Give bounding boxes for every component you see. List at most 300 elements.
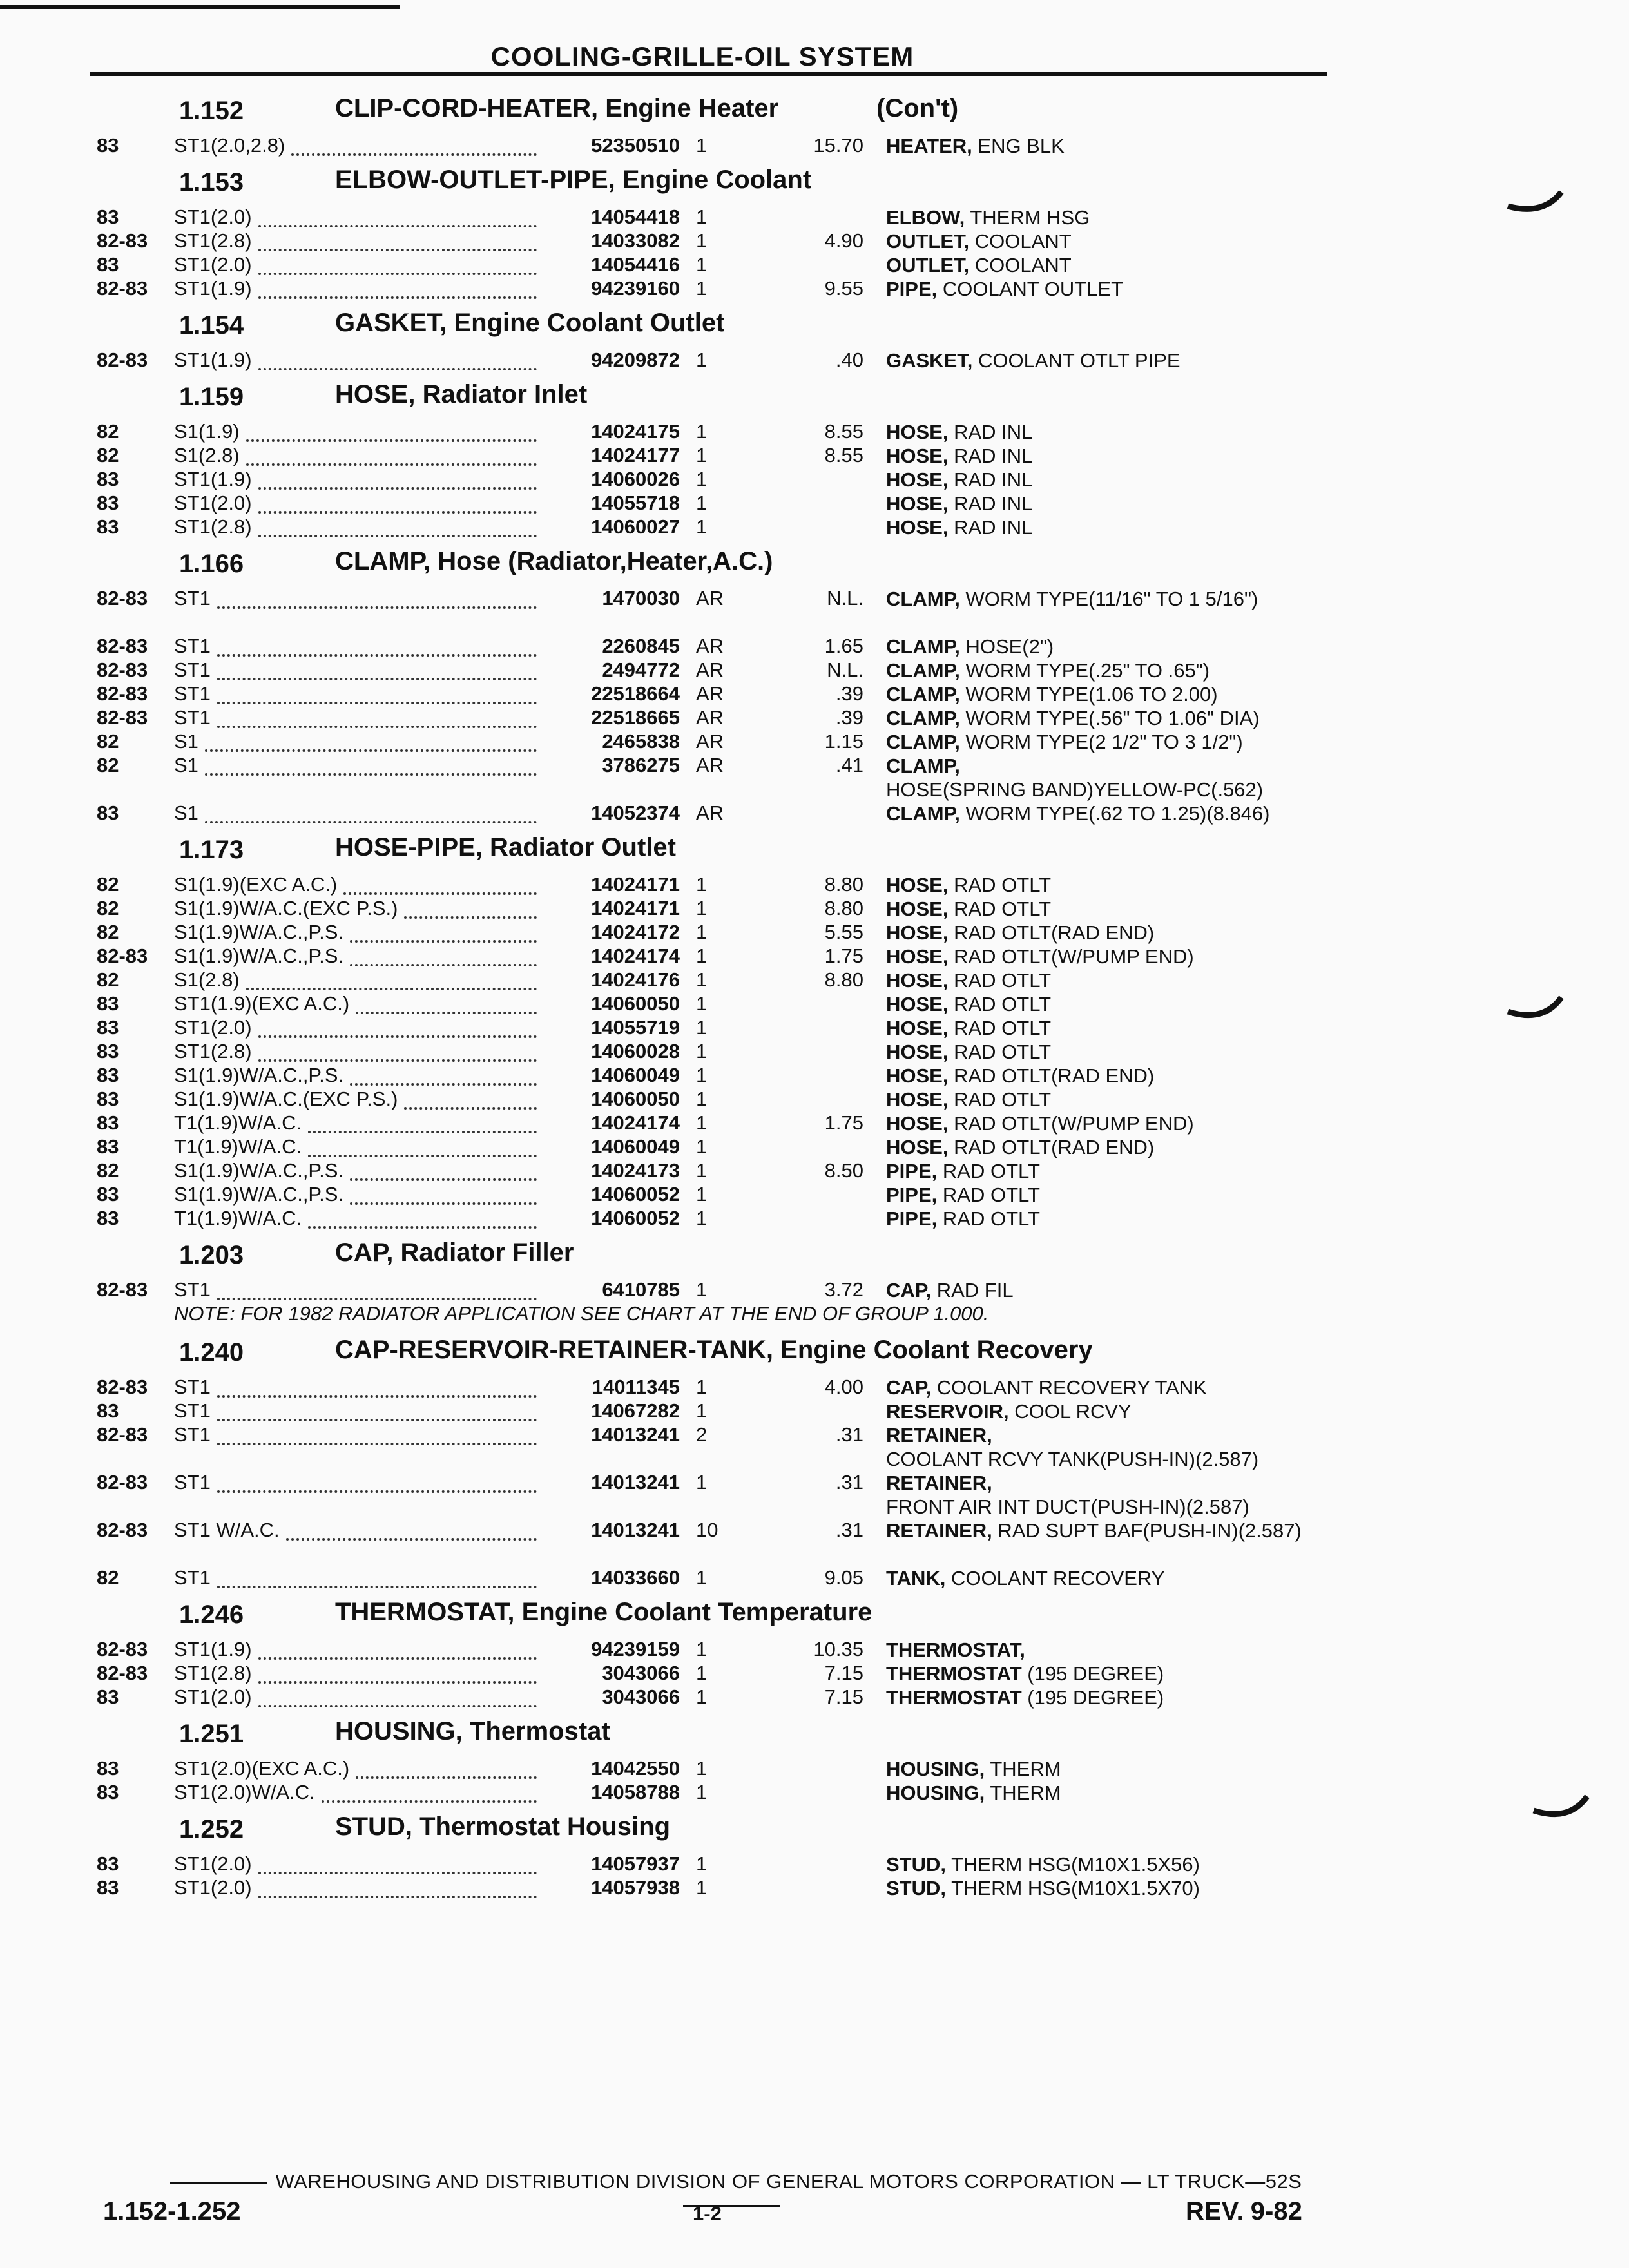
part-row <box>97 1135 1334 1159</box>
description-detail: RAD INL <box>954 516 1033 539</box>
leader-dots <box>217 682 537 704</box>
section-1-252 <box>97 1807 1334 1900</box>
part-row <box>97 492 1334 515</box>
binding-mark-3 <box>1530 1791 1592 1823</box>
price: 1.15 <box>824 730 863 753</box>
quantity: 1 <box>696 1111 708 1134</box>
quantity: 1 <box>696 1471 708 1494</box>
part-row <box>97 730 1334 754</box>
leader-dots <box>258 277 537 299</box>
description-noun: CAP, <box>886 1279 932 1302</box>
model-year: 82-83 <box>97 349 148 371</box>
leader-dots <box>217 1376 537 1398</box>
price: 7.15 <box>824 1686 863 1708</box>
part-number: 2465838 <box>602 730 680 753</box>
leader-dots <box>286 1519 537 1541</box>
part-row <box>97 1111 1334 1135</box>
part-number: 14067282 <box>591 1399 680 1422</box>
model-code: S1(2.8) <box>174 968 240 991</box>
description-noun: CLAMP, <box>886 635 960 658</box>
price: 8.50 <box>824 1159 863 1182</box>
model-code: ST1(1.9) <box>174 349 252 371</box>
model-code: S1(1.9)W/A.C.,P.S. <box>174 1183 344 1206</box>
model-year: 83 <box>97 1781 119 1803</box>
part-number: 14013241 <box>591 1423 680 1446</box>
section-number: 1.159 <box>179 383 244 411</box>
part-row <box>97 349 1334 372</box>
quantity: 1 <box>696 1566 708 1589</box>
part-number: 3786275 <box>602 754 680 776</box>
model-code: ST1 <box>174 1278 211 1301</box>
model-code: ST1 <box>174 1471 211 1494</box>
footer-publisher-text: WAREHOUSING AND DISTRIBUTION DIVISION OF GENERAL MOTORS CORPORATION — LT TRUCK—52S <box>275 2170 1302 2193</box>
part-number: 6410785 <box>602 1278 680 1301</box>
quantity: 1 <box>696 1399 708 1422</box>
model-code: ST1(1.9) <box>174 1638 252 1660</box>
part-row <box>97 921 1334 945</box>
part-number: 14057938 <box>591 1876 680 1899</box>
footer-rule-left <box>170 2182 267 2184</box>
model-year: 83 <box>97 1088 119 1110</box>
quantity: 1 <box>696 1686 708 1708</box>
quantity: 1 <box>696 897 708 919</box>
model-year: 82 <box>97 754 119 776</box>
part-row <box>97 635 1334 658</box>
section-1-159 <box>97 375 1334 539</box>
price: 8.55 <box>824 444 863 466</box>
section-number: 1.153 <box>179 168 244 197</box>
part-row <box>97 1876 1334 1900</box>
model-year: 83 <box>97 206 119 228</box>
part-row <box>97 1278 1334 1302</box>
footer-page-number: 1-2 <box>693 2202 722 2225</box>
part-description <box>886 1040 1337 1064</box>
section-heading <box>97 303 1334 349</box>
description-noun: CLAMP, <box>886 707 960 729</box>
leader-dots <box>404 1088 537 1110</box>
part-number: 94209872 <box>591 349 680 371</box>
part-number: 94239160 <box>591 277 680 300</box>
description-noun: ELBOW, <box>886 206 965 229</box>
price: .31 <box>835 1519 863 1541</box>
description-detail: RAD OTLT <box>954 1088 1052 1111</box>
binding-mark-1 <box>1505 187 1566 216</box>
description-detail: RAD SUPT BAF(PUSH-IN)(2.587) <box>998 1519 1302 1542</box>
description-noun: CLAMP, <box>886 731 960 753</box>
description-noun: PIPE, <box>886 1184 938 1206</box>
description-noun: HOSE, <box>886 1041 949 1063</box>
part-description <box>886 253 1337 277</box>
description-detail: RAD INL <box>954 421 1033 443</box>
section-number: 1.252 <box>179 1815 244 1843</box>
model-code: S1(1.9)W/A.C.(EXC P.S.) <box>174 1088 398 1110</box>
part-number: 22518665 <box>591 706 680 729</box>
quantity: 1 <box>696 1852 708 1875</box>
model-code: ST1 <box>174 1376 211 1398</box>
part-description <box>886 1686 1337 1709</box>
part-number: 14011345 <box>592 1376 680 1398</box>
model-code: S1(2.8) <box>174 444 240 466</box>
part-number: 22518664 <box>591 682 680 705</box>
quantity: AR <box>696 802 724 824</box>
part-number: 14024174 <box>591 945 680 967</box>
part-row <box>97 706 1334 730</box>
price: .39 <box>835 682 863 705</box>
part-description <box>886 515 1337 539</box>
price: 9.55 <box>824 277 863 300</box>
model-year: 83 <box>97 515 119 538</box>
part-description <box>886 1111 1337 1135</box>
part-row <box>97 1519 1334 1566</box>
section-number: 1.152 <box>179 97 244 125</box>
model-code: S1(1.9)W/A.C.,P.S. <box>174 1159 344 1182</box>
section-1-240 <box>97 1331 1334 1590</box>
price: 4.90 <box>824 229 863 252</box>
price: .39 <box>835 706 863 729</box>
price: .31 <box>835 1471 863 1494</box>
description-detail: COOLANT OTLT PIPE <box>978 349 1181 372</box>
description-noun: GASKET, <box>886 349 973 372</box>
part-row <box>97 1064 1334 1088</box>
part-number: 2260845 <box>602 635 680 657</box>
part-description <box>886 754 1337 802</box>
leader-dots <box>217 1566 537 1588</box>
description-noun: PIPE, <box>886 278 938 300</box>
price: 1.75 <box>824 945 863 967</box>
description-noun: PIPE, <box>886 1207 938 1230</box>
leader-dots <box>258 515 537 537</box>
description-noun: HOSE, <box>886 421 949 443</box>
model-year: 82 <box>97 897 119 919</box>
description-detail: WORM TYPE(.62 TO 1.25)(8.846) <box>965 802 1270 825</box>
model-year: 82-83 <box>97 587 148 610</box>
model-code: ST1(2.0) <box>174 1852 252 1875</box>
part-row <box>97 802 1334 825</box>
model-year: 83 <box>97 134 119 157</box>
model-code: S1 <box>174 730 198 753</box>
part-description <box>886 1566 1337 1590</box>
description-noun: HOSE, <box>886 1017 949 1039</box>
model-year: 82 <box>97 420 119 443</box>
part-description <box>886 968 1337 992</box>
part-number: 14060028 <box>591 1040 680 1062</box>
model-year: 82 <box>97 873 119 896</box>
part-number: 14054418 <box>591 206 680 228</box>
part-number: 14024174 <box>591 1111 680 1134</box>
quantity: 1 <box>696 1376 708 1398</box>
part-description <box>886 134 1337 158</box>
part-description <box>886 1471 1337 1519</box>
description-detail: (195 DEGREE) <box>1027 1662 1164 1685</box>
footer-section-range: 1.152-1.252 <box>103 2197 241 2225</box>
model-code: S1(1.9)W/A.C.,P.S. <box>174 945 344 967</box>
quantity: AR <box>696 682 724 705</box>
section-title: THERMOSTAT, Engine Coolant Temperature <box>335 1598 872 1626</box>
description-noun: HOSE, <box>886 969 949 992</box>
part-number: 14013241 <box>591 1519 680 1541</box>
section-1-251 <box>97 1712 1334 1805</box>
part-row <box>97 1662 1334 1686</box>
leader-dots <box>308 1135 537 1157</box>
model-year: 82 <box>97 968 119 991</box>
section-1-246 <box>97 1593 1334 1709</box>
quantity: 1 <box>696 1088 708 1110</box>
model-code: ST1 W/A.C. <box>174 1519 280 1541</box>
model-year: 83 <box>97 1040 119 1062</box>
leader-dots <box>217 635 537 657</box>
leader-dots <box>205 802 537 823</box>
price: 10.35 <box>813 1638 863 1660</box>
quantity: 1 <box>696 515 708 538</box>
leader-dots <box>217 587 537 609</box>
quantity: 1 <box>696 1662 708 1684</box>
model-code: ST1 <box>174 635 211 657</box>
description-detail: WORM TYPE(1.06 TO 2.00) <box>965 683 1218 706</box>
section-title: HOUSING, Thermostat <box>335 1717 610 1745</box>
part-number: 14060052 <box>591 1207 680 1229</box>
model-code: ST1(2.0)W/A.C. <box>174 1781 315 1803</box>
part-row <box>97 515 1334 539</box>
model-year: 83 <box>97 802 119 824</box>
leader-dots <box>322 1781 537 1803</box>
model-code: ST1(2.0) <box>174 1686 252 1708</box>
part-number: 3043066 <box>602 1686 680 1708</box>
model-code: ST1(2.0) <box>174 206 252 228</box>
section-1-173 <box>97 828 1334 1231</box>
part-number: 14024172 <box>591 921 680 943</box>
section-note: NOTE: FOR 1982 RADIATOR APPLICATION SEE CHART AT THE END OF GROUP 1.000. <box>174 1302 989 1325</box>
leader-dots <box>350 921 537 943</box>
part-description <box>886 1064 1337 1088</box>
part-row <box>97 968 1334 992</box>
quantity: AR <box>696 635 724 657</box>
part-description <box>886 682 1337 706</box>
description-detail: COOLANT RCVY TANK(PUSH-IN)(2.587) <box>886 1448 1259 1470</box>
quantity: 1 <box>696 945 708 967</box>
part-description <box>886 1016 1337 1040</box>
description-noun: HOSE, <box>886 945 949 968</box>
model-code: ST1(1.9) <box>174 277 252 300</box>
header-rule <box>90 72 1327 76</box>
section-heading <box>97 1331 1334 1376</box>
description-noun: HOSE, <box>886 492 949 515</box>
part-row <box>97 1207 1334 1231</box>
quantity: AR <box>696 730 724 753</box>
part-description <box>886 277 1337 301</box>
model-year: 82-83 <box>97 1376 148 1398</box>
part-description <box>886 1159 1337 1183</box>
continued-label: (Con't) <box>876 94 959 122</box>
description-noun: HOUSING, <box>886 1782 985 1804</box>
quantity: 1 <box>696 1183 708 1206</box>
description-noun: TANK, <box>886 1567 946 1590</box>
model-year: 83 <box>97 992 119 1015</box>
part-number: 2494772 <box>602 658 680 681</box>
part-row <box>97 444 1334 468</box>
part-description <box>886 658 1337 682</box>
part-description <box>886 1876 1337 1900</box>
part-description <box>886 206 1337 229</box>
part-number: 14060052 <box>591 1183 680 1206</box>
part-description <box>886 1207 1337 1231</box>
quantity: 1 <box>696 1207 708 1229</box>
description-noun: THERMOSTAT <box>886 1662 1022 1685</box>
model-code: ST1 <box>174 1423 211 1446</box>
description-detail: FRONT AIR INT DUCT(PUSH-IN)(2.587) <box>886 1495 1249 1518</box>
part-description <box>886 706 1337 730</box>
description-detail: WORM TYPE(.25" TO .65") <box>965 659 1210 682</box>
part-row <box>97 658 1334 682</box>
description-detail: COOLANT RECOVERY TANK <box>936 1376 1207 1399</box>
description-noun: HOSE, <box>886 1112 949 1135</box>
model-year: 82 <box>97 1159 119 1182</box>
model-year: 83 <box>97 1111 119 1134</box>
description-noun: HOSE, <box>886 516 949 539</box>
model-year: 82-83 <box>97 706 148 729</box>
part-description <box>886 420 1337 444</box>
description-noun: HOSE, <box>886 1088 949 1111</box>
leader-dots <box>258 1638 537 1660</box>
section-number: 1.240 <box>179 1338 244 1367</box>
description-noun: HEATER, <box>886 135 972 157</box>
leader-dots <box>217 706 537 728</box>
part-row <box>97 1088 1334 1111</box>
model-year: 83 <box>97 1016 119 1039</box>
description-detail: (195 DEGREE) <box>1027 1686 1164 1709</box>
parts-list <box>97 89 1334 1903</box>
part-row <box>97 945 1334 968</box>
part-description <box>886 349 1337 372</box>
description-noun: PIPE, <box>886 1160 938 1182</box>
part-description <box>886 1852 1337 1876</box>
part-description <box>886 802 1337 825</box>
quantity: 2 <box>696 1423 708 1446</box>
part-description <box>886 945 1337 968</box>
part-description <box>886 1399 1337 1423</box>
model-code: ST1(2.0) <box>174 1876 252 1899</box>
part-number: 1470030 <box>602 587 680 610</box>
quantity: 1 <box>696 229 708 252</box>
part-description <box>886 1088 1337 1111</box>
part-description <box>886 1638 1337 1662</box>
model-code: S1(1.9)(EXC A.C.) <box>174 873 338 896</box>
part-description <box>886 992 1337 1016</box>
description-detail: RAD OTLT(W/PUMP END) <box>954 1112 1194 1135</box>
part-row <box>97 1376 1334 1399</box>
description-detail: RAD OTLT <box>942 1207 1040 1230</box>
model-year: 82-83 <box>97 1423 148 1446</box>
model-code: ST1 <box>174 1399 211 1422</box>
section-heading <box>97 828 1334 873</box>
model-year: 83 <box>97 1757 119 1780</box>
part-row <box>97 134 1334 158</box>
price: 9.05 <box>824 1566 863 1589</box>
description-detail: ENG BLK <box>978 135 1065 157</box>
model-code: ST1 <box>174 1566 211 1589</box>
quantity: 1 <box>696 1135 708 1158</box>
description-detail: COOLANT OUTLET <box>942 278 1124 300</box>
part-description <box>886 635 1337 658</box>
section-1-154 <box>97 303 1334 372</box>
model-year: 82 <box>97 1566 119 1589</box>
part-description <box>886 921 1337 945</box>
part-description <box>886 229 1337 253</box>
price: 8.55 <box>824 420 863 443</box>
model-year: 83 <box>97 1207 119 1229</box>
model-year: 82-83 <box>97 277 148 300</box>
part-description <box>886 1183 1337 1207</box>
part-description <box>886 444 1337 468</box>
quantity: AR <box>696 754 724 776</box>
quantity: 1 <box>696 1064 708 1086</box>
leader-dots <box>258 229 537 251</box>
part-row <box>97 277 1334 301</box>
part-number: 14033660 <box>591 1566 680 1589</box>
model-code: S1 <box>174 802 198 824</box>
leader-dots <box>291 134 537 156</box>
description-noun: CLAMP, <box>886 588 960 610</box>
price: .40 <box>835 349 863 371</box>
model-code: T1(1.9)W/A.C. <box>174 1111 302 1134</box>
part-number: 14060026 <box>591 468 680 490</box>
description-noun: CLAMP, <box>886 802 960 825</box>
model-code: ST1(2.0) <box>174 253 252 276</box>
model-code: ST1(2.0)(EXC A.C.) <box>174 1757 350 1780</box>
quantity: 1 <box>696 134 708 157</box>
section-title: HOSE-PIPE, Radiator Outlet <box>335 833 676 861</box>
description-noun: OUTLET, <box>886 254 970 276</box>
part-number: 14024171 <box>591 873 680 896</box>
model-code: ST1 <box>174 658 211 681</box>
leader-dots <box>205 754 537 776</box>
part-row <box>97 754 1334 802</box>
leader-dots <box>258 1662 537 1684</box>
price: 1.65 <box>824 635 863 657</box>
section-heading <box>97 160 1334 206</box>
model-year: 82 <box>97 921 119 943</box>
model-year: 82-83 <box>97 229 148 252</box>
section-title: HOSE, Radiator Inlet <box>335 380 588 408</box>
price: 8.80 <box>824 873 863 896</box>
part-row <box>97 1686 1334 1709</box>
description-detail: RAD INL <box>954 492 1033 515</box>
description-detail: RAD FIL <box>936 1279 1014 1302</box>
part-row <box>97 468 1334 492</box>
description-detail: RAD OTLT <box>954 993 1052 1015</box>
price: 1.75 <box>824 1111 863 1134</box>
description-noun: RETAINER, <box>886 1472 992 1494</box>
section-title: CAP, Radiator Filler <box>335 1238 574 1267</box>
part-description <box>886 1376 1337 1399</box>
model-code: S1(1.9)W/A.C.,P.S. <box>174 921 344 943</box>
part-number: 14024171 <box>591 897 680 919</box>
description-detail: RAD INL <box>954 468 1033 491</box>
model-year: 83 <box>97 253 119 276</box>
section-title: GASKET, Engine Coolant Outlet <box>335 309 725 337</box>
model-code: ST1(1.9) <box>174 468 252 490</box>
price: 15.70 <box>813 134 863 157</box>
model-year: 83 <box>97 1686 119 1708</box>
price: N.L. <box>827 658 863 681</box>
part-number: 14024177 <box>591 444 680 466</box>
quantity: 1 <box>696 206 708 228</box>
leader-dots <box>258 492 537 514</box>
quantity: AR <box>696 658 724 681</box>
quantity: 1 <box>696 349 708 371</box>
model-year: 82-83 <box>97 1278 148 1301</box>
leader-dots <box>343 873 537 895</box>
part-row <box>97 1040 1334 1064</box>
